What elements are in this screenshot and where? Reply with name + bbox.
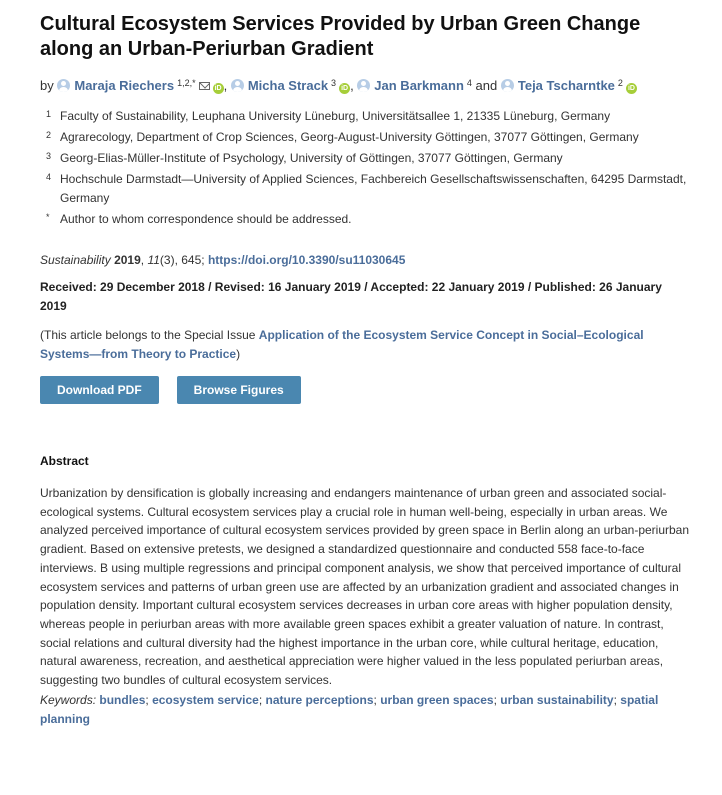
- author-sup: 1,2,*: [177, 78, 196, 88]
- author-3: [357, 78, 475, 93]
- author-sup: 4: [466, 78, 472, 88]
- keyword-link[interactable]: urban green spaces: [380, 692, 494, 707]
- citation-issue-pages: (3), 645;: [159, 253, 205, 267]
- affiliation-item: [46, 128, 690, 147]
- affiliation-text: Faculty of Sustainability, Leuphana University Lüneburg, Universitätsallee 1, 21335 Lüneburg, Germany: [60, 109, 611, 123]
- abstract-heading: Abstract: [40, 454, 89, 468]
- keyword-link[interactable]: nature perceptions: [265, 692, 374, 707]
- author-link[interactable]: Maraja Riechers: [74, 78, 175, 93]
- author-link[interactable]: Teja Tscharntke: [517, 78, 615, 93]
- author-1: Maraja Riechers $^{1,2,*}$iD ,: [57, 78, 230, 93]
- download-pdf-button[interactable]: Download PDF: [40, 376, 159, 404]
- special-issue-prefix: (This article belongs to the Special Issue: [40, 328, 256, 342]
- affiliation-text: Hochschule Darmstadt—University of Applied Sciences, Fachbereich Gesellschaftswissenschaften, 64295 Darmstadt, Germany: [60, 172, 687, 205]
- keywords-label: Keywords:: [40, 692, 97, 707]
- affiliation-text: Georg-Elias-Müller-Institute of Psychology, University of Göttingen, 37077 Göttingen, Germany: [60, 151, 563, 165]
- affiliation-number: 3: [46, 151, 52, 161]
- abstract-body: Urbanization by densification is globally increasing and endangers maintenance of urban green and associated social-ecological systems. Cultural ecosystem services play a crucial role in human well-being, especially in urban areas. We analyzed perceived importance of cultural ecosystem services provided by green space in Berlin along an urban-periurban gradient. Based on extensive pretests, we designed a standardized questionnaire and conducted 558 face-to-face interviews. B using multiple regressions and principal component analysis, we show that perceived importance of cultural ecosystem services and patterns of urban green use are affected by an urbanization gradient and associated changes in population density. Important cultural ecosystem services decreases in urban core areas with higher population density, whereas people in periurban areas with more available green spaces exhibit a greater valuation of nature. In contrast, social relations and cultural diversity had the highest importance in the urban core, while cultural heritage, education, natural awareness, recreation, and aesthetical appreciation were higher valued in the less populated periurban areas, suggesting two bundles of cultural ecosystem services.: [40, 486, 690, 688]
- citation-year: 2019: [114, 253, 141, 267]
- orcid-icon[interactable]: iD: [214, 85, 222, 92]
- author-sup: 3: [331, 78, 337, 88]
- affiliation-item: [46, 107, 690, 126]
- citation-line: Sustainability 2019, 11(3), 645; https://doi.org/10.3390/su11030645: [40, 253, 406, 267]
- person-icon: [501, 79, 514, 92]
- author-link[interactable]: Micha Strack: [247, 78, 329, 93]
- author-link[interactable]: Jan Barkmann: [374, 78, 464, 93]
- special-issue-link[interactable]: Application of the Ecosystem Service Concept in Social–Ecological Systems—from Theory to Practice: [40, 328, 644, 361]
- keyword-link[interactable]: bundles: [99, 692, 146, 707]
- author-list: [40, 74, 690, 95]
- mail-icon[interactable]: [199, 82, 210, 90]
- article-page: [40, 12, 690, 729]
- orcid-icon[interactable]: iD: [341, 85, 349, 92]
- affiliation-text: Author to whom correspondence should be addressed.: [60, 212, 352, 226]
- browse-figures-button[interactable]: Browse Figures: [177, 376, 301, 404]
- author-4: [501, 78, 637, 93]
- keyword-link[interactable]: urban sustainability: [500, 692, 614, 707]
- person-icon: [357, 79, 370, 92]
- journal-name: Sustainability: [40, 253, 111, 267]
- and-label: and: [475, 78, 498, 93]
- affiliation-number: 2: [46, 130, 52, 140]
- author-2: Micha Strack $^3$iD ,: [231, 78, 357, 93]
- affiliation-text: Agrarecology, Department of Crop Sciences, Georg-August-University Göttingen, 37077 Göttingen, Germany: [60, 130, 639, 144]
- special-issue-suffix: ): [236, 347, 241, 361]
- affiliation-list: [40, 107, 690, 229]
- affiliation-number: 1: [46, 109, 52, 119]
- affiliation-item: [46, 170, 690, 208]
- keyword-list: Keywords: bundles; ecosystem service; nature perceptions; urban green spaces; urban sustainability; spatial planning: [40, 692, 659, 726]
- affiliation-item: [46, 210, 690, 229]
- keyword-link[interactable]: spatial planning: [40, 692, 659, 726]
- affiliation-number: *: [46, 212, 50, 222]
- article-title: Cultural Ecosystem Services Provided by Urban Green Change along an Urban-Periurban Gradient: [40, 13, 641, 60]
- doi-link[interactable]: https://doi.org/10.3390/su11030645: [207, 253, 406, 267]
- orcid-icon[interactable]: iD: [627, 85, 635, 92]
- special-issue-note: [40, 326, 690, 364]
- affiliation-number: 4: [46, 172, 52, 182]
- keyword-link[interactable]: ecosystem service: [152, 692, 259, 707]
- author-sup: 2: [617, 78, 623, 88]
- action-buttons: [40, 376, 690, 404]
- person-icon: [57, 79, 70, 92]
- person-icon: [231, 79, 244, 92]
- affiliation-item: [46, 149, 690, 168]
- citation-volume: 11: [147, 253, 160, 267]
- by-label: by: [40, 78, 54, 93]
- publication-dates: Received: 29 December 2018 / Revised: 16 January 2019 / Accepted: 22 January 2019 / Published: 26 January 2019: [40, 280, 662, 313]
